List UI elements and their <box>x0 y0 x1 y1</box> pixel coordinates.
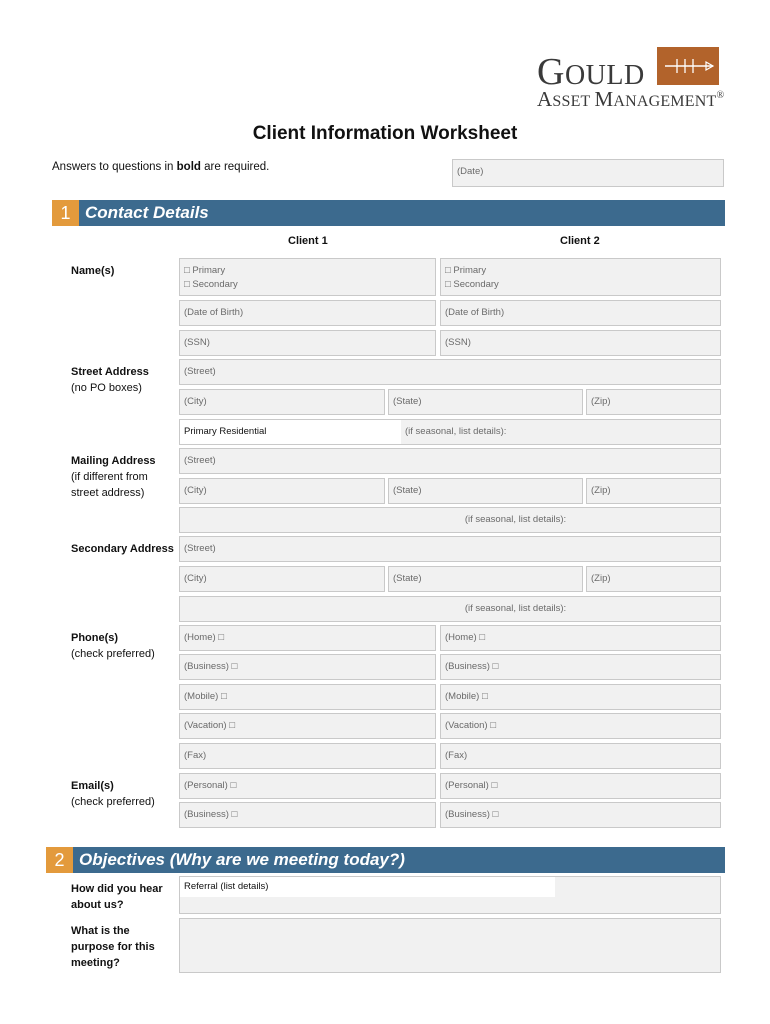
mailing-zip-field[interactable]: (Zip) <box>586 478 721 504</box>
client1-personal-email-field[interactable]: (Personal) □ <box>179 773 436 799</box>
section-2-title: Objectives (Why are we meeting today?) <box>79 850 405 869</box>
logo-asset-management: ASSET MANAGEMENT® <box>537 87 725 111</box>
client2-dob-field[interactable]: (Date of Birth) <box>440 300 721 326</box>
date-field[interactable]: (Date) <box>452 159 724 187</box>
client1-dob-field[interactable]: (Date of Birth) <box>179 300 436 326</box>
logo-gould: GOULD <box>537 51 645 93</box>
secondary-city-field[interactable]: (City) <box>179 566 385 592</box>
meeting-purpose-field[interactable] <box>179 918 721 973</box>
street-address-label: Street Address (no PO boxes) <box>71 366 149 394</box>
client1-fax-field[interactable]: (Fax) <box>179 743 436 769</box>
meeting-purpose-label: What is the purpose for this meeting? <box>71 925 155 969</box>
referral-field[interactable]: Referral (list details) <box>180 877 555 897</box>
client1-home-phone-field[interactable]: (Home) □ <box>179 625 436 651</box>
street-state-field[interactable]: (State) <box>388 389 583 415</box>
logo-emblem-icon <box>657 47 719 85</box>
client-2-header: Client 2 <box>560 235 600 247</box>
mailing-seasonal-field[interactable]: (if seasonal, list details): <box>179 507 721 533</box>
email-label: Email(s) (check preferred) <box>71 780 155 808</box>
mailing-address-label: Mailing Address (if different from street address) <box>71 455 156 499</box>
client2-ssn-field[interactable]: (SSN) <box>440 330 721 356</box>
client1-name-field[interactable] <box>179 258 436 296</box>
secondary-street-field[interactable]: (Street) <box>179 536 721 562</box>
client1-business-phone-field[interactable]: (Business) □ <box>179 654 436 680</box>
client1-ssn-field[interactable]: (SSN) <box>179 330 436 356</box>
street-city-field[interactable]: (City) <box>179 389 385 415</box>
mailing-street-field[interactable]: (Street) <box>179 448 721 474</box>
mailing-state-field[interactable]: (State) <box>388 478 583 504</box>
client2-business-phone-field[interactable]: (Business) □ <box>440 654 721 680</box>
client2-vacation-phone-field[interactable]: (Vacation) □ <box>440 713 721 739</box>
required-note: Answers to questions in bold are required. <box>52 161 270 173</box>
client-1-header: Client 1 <box>288 235 328 247</box>
secondary-address-label: Secondary Address <box>71 543 174 555</box>
client2-personal-email-field[interactable]: (Personal) □ <box>440 773 721 799</box>
how-heard-label: How did you hear about us? <box>71 883 163 911</box>
client1-mobile-phone-field[interactable]: (Mobile) □ <box>179 684 436 710</box>
client2-home-phone-field[interactable]: (Home) □ <box>440 625 721 651</box>
client2-secondary-checkbox[interactable]: □ Secondary <box>445 278 499 290</box>
client2-business-email-field[interactable]: (Business) □ <box>440 802 721 828</box>
street-seasonal-field[interactable]: (if seasonal, list details): <box>401 420 601 444</box>
primary-residential-field[interactable]: Primary Residential <box>180 420 401 444</box>
client2-primary-checkbox[interactable]: □ Primary <box>445 265 487 276</box>
client1-secondary-checkbox[interactable]: □ Secondary <box>184 278 238 290</box>
client1-vacation-phone-field[interactable]: (Vacation) □ <box>179 713 436 739</box>
mailing-city-field[interactable]: (City) <box>179 478 385 504</box>
client2-name-field[interactable] <box>440 258 721 296</box>
names-label: Name(s) <box>71 265 115 277</box>
secondary-zip-field[interactable]: (Zip) <box>586 566 721 592</box>
secondary-seasonal-field[interactable]: (if seasonal, list details): <box>179 596 721 622</box>
logo-emblem <box>657 47 719 85</box>
section-1-number: 1 <box>52 200 79 226</box>
client1-business-email-field[interactable]: (Business) □ <box>179 802 436 828</box>
phone-label: Phone(s) (check preferred) <box>71 632 155 660</box>
section-2-number: 2 <box>46 847 73 873</box>
street-field[interactable]: (Street) <box>179 359 721 385</box>
page-title: Client Information Worksheet <box>252 123 518 144</box>
client2-mobile-phone-field[interactable]: (Mobile) □ <box>440 684 721 710</box>
section-1-title: Contact Details <box>85 203 209 222</box>
client1-primary-checkbox[interactable]: □ Primary <box>184 265 226 276</box>
client2-fax-field[interactable]: (Fax) <box>440 743 721 769</box>
secondary-state-field[interactable]: (State) <box>388 566 583 592</box>
street-zip-field[interactable]: (Zip) <box>586 389 721 415</box>
